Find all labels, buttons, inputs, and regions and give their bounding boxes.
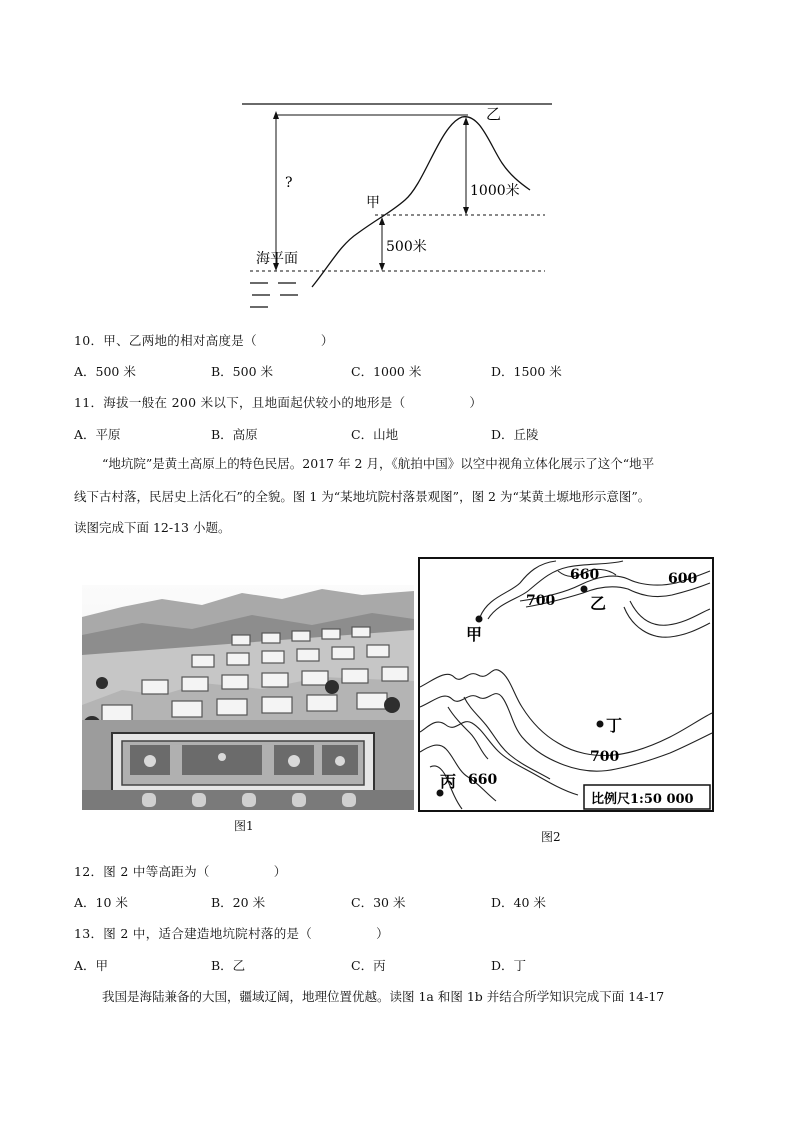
label-question: ?	[285, 175, 293, 191]
contour-label-700-bottom: 700	[590, 749, 620, 765]
q10-option-d[interactable]: D．1500 米	[491, 364, 562, 379]
contour-label-660-bottom: 660	[468, 772, 498, 788]
figure2-contour-map	[418, 557, 714, 812]
map-scale: 比例尺1:50 000	[591, 792, 694, 807]
q12-stem: 12．图 2 中等高距为（ ）	[74, 864, 287, 879]
point-label-jia: 甲	[466, 625, 483, 644]
label-jia: 甲	[366, 195, 380, 211]
intro-12-13-line1: “地坑院”是黄土高原上的特色民居。2017 年 2 月，《航拍中国》以空中视角立体化展示了这个“地平	[102, 456, 655, 471]
q12-option-d[interactable]: D．40 米	[491, 895, 546, 910]
q13-option-b[interactable]: B．乙	[211, 958, 246, 973]
label-sea-level: 海平面	[256, 251, 298, 267]
q13-option-a[interactable]: A．甲	[74, 958, 109, 973]
q11-option-d[interactable]: D．丘陵	[491, 427, 539, 442]
label-yi: 乙	[486, 105, 502, 123]
point-label-ding: 丁	[606, 716, 623, 735]
contour-label-660-top: 660	[570, 567, 600, 583]
q12-option-c[interactable]: C．30 米	[351, 895, 406, 910]
point-label-yi: 乙	[590, 594, 607, 613]
q13-option-d[interactable]: D．丁	[491, 958, 527, 973]
q13-stem: 13．图 2 中，适合建造地坑院村落的是（ ）	[74, 926, 389, 941]
figure1-caption: 图1	[234, 819, 254, 833]
q11-option-a[interactable]: A．平原	[74, 427, 121, 442]
q10-option-a[interactable]: A．500 米	[74, 364, 136, 379]
q12-option-a[interactable]: A．10 米	[74, 895, 128, 910]
relative-height-diagram	[240, 95, 560, 325]
q10-option-c[interactable]: C．1000 米	[351, 364, 422, 379]
intro-12-13-line2: 线下古村落，民居史上活化石”的全貌。图 1 为“某地坑院村落景观图”，图 2 为“某黄土塬地形示意图”。	[74, 489, 651, 504]
figure2-caption: 图2	[541, 830, 561, 844]
contour-label-600: 600	[668, 571, 698, 587]
q11-stem: 11．海拔一般在 200 米以下，且地面起伏较小的地形是（ ）	[74, 395, 483, 410]
contour-label-700-top: 700	[526, 593, 556, 609]
intro-12-13-line3: 读图完成下面 12-13 小题。	[74, 520, 231, 535]
label-1000: 1000米	[470, 183, 520, 199]
q13-option-c[interactable]: C．丙	[351, 958, 386, 973]
figure1-village-photo	[82, 585, 414, 810]
label-500: 500米	[386, 239, 427, 255]
q12-option-b[interactable]: B．20 米	[211, 895, 266, 910]
q11-option-c[interactable]: C．山地	[351, 427, 399, 442]
intro-14-17-line1: 我国是海陆兼备的大国，疆域辽阔，地理位置优越。读图 1a 和图 1b 并结合所学知识完成下面 14-17	[102, 989, 665, 1004]
q10-stem: 10．甲、乙两地的相对高度是（ ）	[74, 333, 334, 348]
q10-option-b[interactable]: B．500 米	[211, 364, 274, 379]
point-label-bing: 丙	[440, 772, 457, 791]
q11-option-b[interactable]: B．高原	[211, 427, 258, 442]
